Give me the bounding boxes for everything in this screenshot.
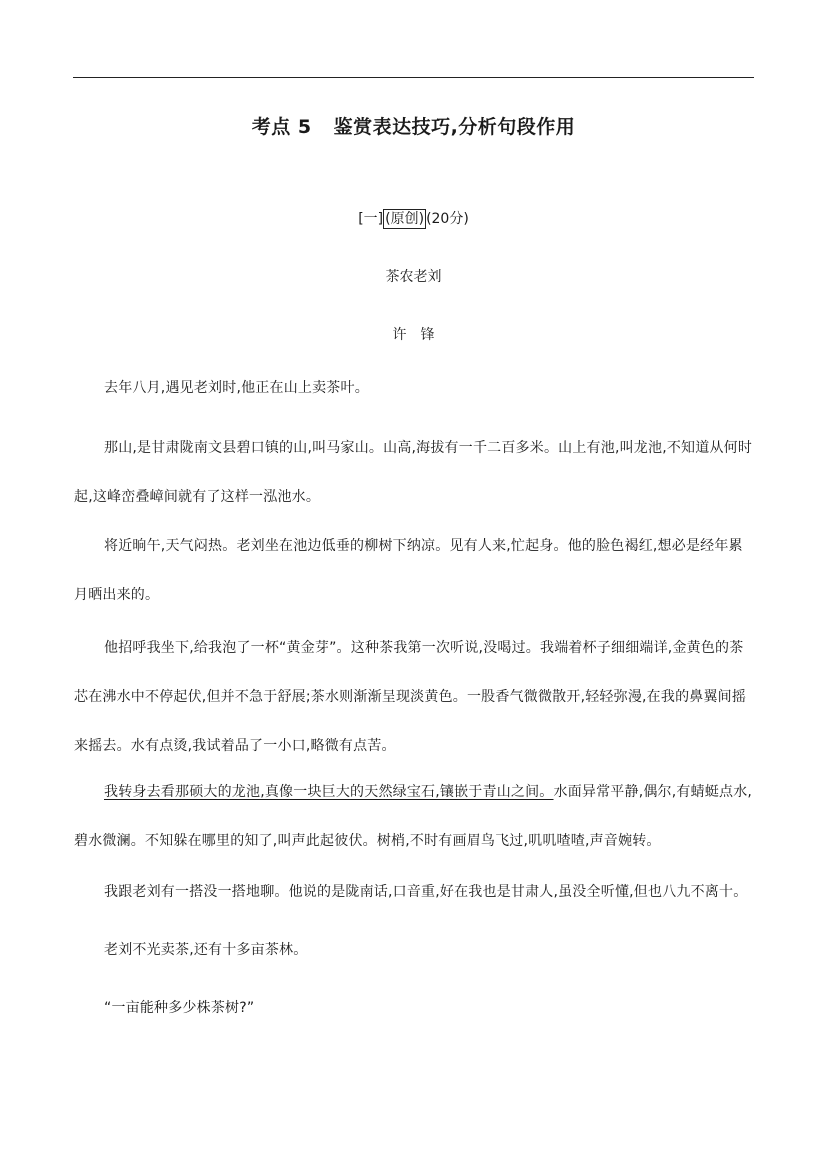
- paragraph: 我跟老刘有一搭没一搭地聊。他说的是陇南话,口音重,好在我也是甘肃人,虽没全听懂,但也八九不离十。: [104, 884, 748, 900]
- section-bracket: [一]: [358, 211, 384, 227]
- title-number: 5: [297, 116, 312, 138]
- paragraph: 他招呼我坐下,给我泡了一杯“黄金芽”。这种茶我第一次听说,没喝过。我端着杯子细细端详,金黄色的茶芯在沸水中不停起伏,但并不急于舒展;茶水则渐渐呈现淡黄色。一股香气微微散开,轻轻弥漫,在我的鼻翼间摇来摇去。水有点烫,我试着品了一小口,略微有点苦。: [74, 640, 747, 754]
- title-label: 考点: [251, 116, 291, 138]
- paragraph: 老刘不光卖茶,还有十多亩茶林。: [104, 942, 308, 958]
- paragraph: 去年八月,遇见老刘时,他正在山上卖茶叶。: [104, 380, 369, 396]
- paragraph: 将近晌午,天气闷热。老刘坐在池边低垂的柳树下纳凉。见有人来,忙起身。他的脸色褐红,想必是经年累月晒出来的。: [74, 538, 743, 603]
- page-title: [0, 112, 827, 139]
- paragraph: 那山,是甘肃陇南文县碧口镇的山,叫马家山。山高,海拔有一千二百多米。山上有池,叫龙池,不知道从何时起,这峰峦叠嶂间就有了这样一泓池水。: [74, 440, 753, 505]
- story-author: 许锋: [392, 327, 449, 343]
- original-tag: (原创): [385, 211, 425, 227]
- title-text: 鉴赏表达技巧,分析句段作用: [333, 116, 576, 138]
- section-heading: [0, 208, 827, 228]
- top-rule: [73, 77, 754, 78]
- section-score: (20分): [426, 211, 469, 227]
- underlined-sentence: 我转身去看那硕大的龙池,真像一块巨大的天然绿宝石,镶嵌于青山之间。: [104, 784, 554, 800]
- paragraph: [74, 768, 754, 866]
- paragraph: “一亩能种多少株茶树?”: [104, 1000, 255, 1016]
- paragraph-rest: 水面异常平静,偶尔,有蜻蜓点水,碧水微澜。不知躲在哪里的知了,叫声此起彼伏。树梢,不时有画眉鸟飞过,叽叽喳喳,声音婉转。: [74, 784, 753, 849]
- story-title: 茶农老刘: [385, 269, 442, 285]
